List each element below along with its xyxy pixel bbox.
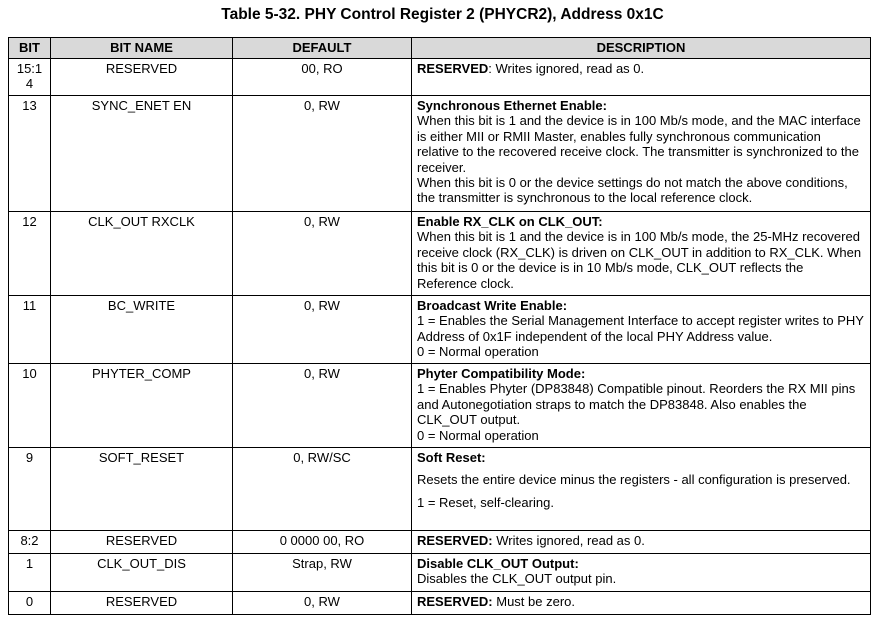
description-heading: Disable CLK_OUT Output:: [417, 556, 579, 571]
table-row: [9, 212, 871, 296]
cell-description: [412, 96, 871, 212]
description-heading: Soft Reset:: [417, 450, 486, 465]
cell-bit: 11: [9, 296, 51, 364]
cell-bit-name: CLK_OUT_DIS: [51, 554, 233, 592]
header-bit: BIT: [9, 38, 51, 59]
cell-default: 0, RW: [233, 364, 412, 448]
table-row: [9, 554, 871, 592]
header-bit-name: BIT NAME: [51, 38, 233, 59]
cell-bit: 10: [9, 364, 51, 448]
description-line: 1 = Reset, self-clearing.: [417, 494, 554, 510]
cell-description: [412, 364, 871, 448]
cell-default: 0 0000 00, RO: [233, 531, 412, 554]
description-text: Must be zero.: [492, 594, 575, 609]
cell-bit: 15:1 4: [9, 59, 51, 96]
description-heading: Enable RX_CLK on CLK_OUT:: [417, 214, 603, 229]
description-line: 0 = Normal operation: [417, 344, 539, 360]
cell-bit-name: PHYTER_COMP: [51, 364, 233, 448]
cell-bit: 12: [9, 212, 51, 296]
cell-default: 0, RW: [233, 96, 412, 212]
cell-default: 0, RW: [233, 212, 412, 296]
description-line: 0 = Normal operation: [417, 427, 539, 443]
cell-default: 0, RW: [233, 592, 412, 615]
description-line: When this bit is 1 and the device is in 100 Mb/s mode, and the MAC interface is either MII or RMII Master, enables fully synchronous communication relative to the recovered receive clock. The transmitter is synchronized to the receiver.: [417, 113, 861, 175]
cell-description: [412, 296, 871, 364]
cell-bit-name: BC_WRITE: [51, 296, 233, 364]
table-row: [9, 592, 871, 615]
cell-default: 0, RW/SC: [233, 448, 412, 531]
header-default: DEFAULT: [233, 38, 412, 59]
register-table: [8, 37, 871, 615]
table-row: [9, 448, 871, 531]
cell-bit-name: RESERVED: [51, 59, 233, 96]
cell-default: 0, RW: [233, 296, 412, 364]
description-heading: Phyter Compatibility Mode:: [417, 366, 586, 381]
cell-bit-name: RESERVED: [51, 592, 233, 615]
table-row: [9, 531, 871, 554]
description-line: 1 = Enables Phyter (DP83848) Compatible pinout. Reorders the RX MII pins and Autonegotiation straps to match the DP83848. Also enables the CLK_OUT output.: [417, 381, 856, 428]
cell-description: [412, 59, 871, 96]
description-heading: Broadcast Write Enable:: [417, 298, 568, 313]
table-row: [9, 364, 871, 448]
description-line: Disables the CLK_OUT output pin.: [417, 571, 617, 587]
cell-bit: 8:2: [9, 531, 51, 554]
cell-bit: 0: [9, 592, 51, 615]
table-title: Table 5-32. PHY Control Register 2 (PHYCR2), Address 0x1C: [221, 6, 664, 23]
cell-description: [412, 531, 871, 554]
description-heading: RESERVED: [417, 61, 489, 76]
cell-description: [412, 592, 871, 615]
cell-bit-name: RESERVED: [51, 531, 233, 554]
cell-bit: 1: [9, 554, 51, 592]
cell-bit-name: SOFT_RESET: [51, 448, 233, 531]
description-text: Writes ignored, read as 0.: [492, 533, 645, 548]
cell-description: [412, 448, 871, 531]
description-line: 1 = Enables the Serial Management Interface to accept register writes to PHY Address of 0x1F independent of the local PHY Address value.: [417, 313, 864, 344]
description-heading: RESERVED:: [417, 533, 493, 548]
description-line: When this bit is 0 or the device settings do not match the above conditions, the transmitter is synchronous to the local reference clock.: [417, 175, 848, 206]
cell-bit: 9: [9, 448, 51, 531]
cell-bit-name: CLK_OUT RXCLK: [51, 212, 233, 296]
description-heading: RESERVED:: [417, 594, 493, 609]
table-row: [9, 59, 871, 96]
description-line: Resets the entire device minus the registers - all configuration is preserved.: [417, 472, 851, 488]
header-description: DESCRIPTION: [412, 38, 871, 59]
table-row: [9, 296, 871, 364]
cell-bit-name: SYNC_ENET EN: [51, 96, 233, 212]
description-text: : Writes ignored, read as 0.: [488, 61, 645, 76]
header-row: [9, 38, 871, 59]
description-line: When this bit is 1 and the device is in 100 Mb/s mode, the 25-MHz recovered receive clock (RX_CLK) is driven on CLK_OUT in addition to RX_CLK. When this bit is 0 or the device is in 10 Mb/s mode, CLK_OUT reflects the Reference clock.: [417, 229, 862, 291]
table-row: [9, 96, 871, 212]
cell-bit: 13: [9, 96, 51, 212]
description-heading: Synchronous Ethernet Enable:: [417, 98, 607, 113]
cell-description: [412, 554, 871, 592]
cell-default: Strap, RW: [233, 554, 412, 592]
cell-default: 00, RO: [233, 59, 412, 96]
cell-description: [412, 212, 871, 296]
